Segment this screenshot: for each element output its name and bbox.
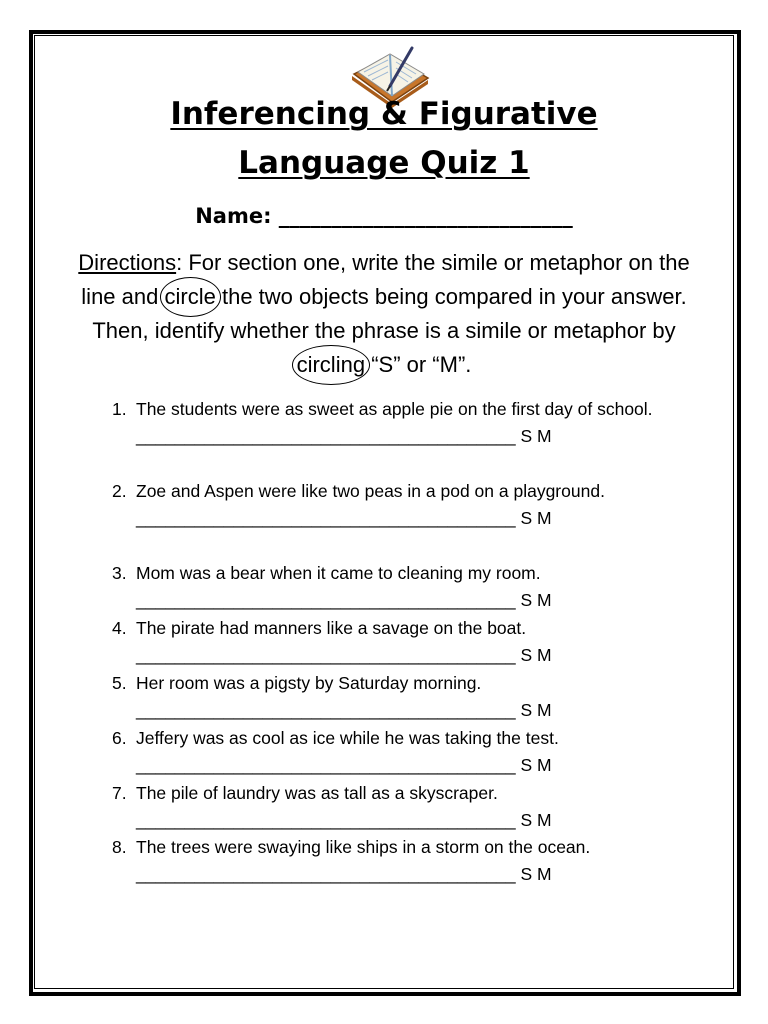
circled-word-circling: circling <box>297 348 365 382</box>
answer-blank[interactable]: _______________________________________ <box>136 700 516 720</box>
answer-row[interactable] <box>112 587 672 614</box>
question-text: The trees were swaying like ships in a storm on the ocean. <box>136 837 591 857</box>
simile-metaphor-choices[interactable]: S M <box>520 590 552 610</box>
answer-row[interactable] <box>112 642 672 669</box>
name-field[interactable]: Name: ____________________________ <box>195 204 573 228</box>
directions-text-2: the two objects being compared in your answer. Then, identify whether the phrase is a simile or metaphor by <box>92 284 687 343</box>
page-title-line-1: Inferencing & Figurative <box>170 96 598 132</box>
answer-row[interactable] <box>112 752 672 779</box>
question-number: 5. <box>112 673 127 693</box>
answer-row[interactable] <box>112 505 672 532</box>
question-text: The students were as sweet as apple pie on the first day of school. <box>136 399 653 419</box>
simile-metaphor-choices[interactable]: S M <box>520 755 552 775</box>
question-text: The pirate had manners like a savage on the boat. <box>136 618 527 638</box>
answer-blank[interactable]: _______________________________________ <box>136 590 516 610</box>
question-item <box>112 834 672 888</box>
question-number: 8. <box>112 837 127 857</box>
question-item <box>112 670 672 724</box>
simile-metaphor-choices[interactable]: S M <box>520 426 552 446</box>
question-text: Jeffery was as cool as ice while he was taking the test. <box>136 728 559 748</box>
answer-blank[interactable]: _______________________________________ <box>136 755 516 775</box>
question-number: 2. <box>112 481 127 501</box>
circled-word-circle: circle <box>165 280 216 314</box>
directions-text-1: : For section one, write the simile or metaphor on the line and <box>81 250 690 309</box>
answer-blank[interactable]: _______________________________________ <box>136 645 516 665</box>
answer-row[interactable] <box>112 807 672 834</box>
question-item <box>112 725 672 779</box>
directions-text-3: “S” or “M”. <box>371 352 472 377</box>
question-item <box>112 615 672 669</box>
answer-row[interactable] <box>112 697 672 724</box>
question-number: 6. <box>112 728 127 748</box>
answer-blank[interactable]: _______________________________________ <box>136 810 516 830</box>
directions-paragraph <box>70 246 698 382</box>
question-item <box>112 780 672 834</box>
simile-metaphor-choices[interactable]: S M <box>520 645 552 665</box>
question-item <box>112 560 672 614</box>
question-text: The pile of laundry was as tall as a skyscraper. <box>136 783 498 803</box>
simile-metaphor-choices[interactable]: S M <box>520 700 552 720</box>
question-number: 7. <box>112 783 127 803</box>
simile-metaphor-choices[interactable]: S M <box>520 810 552 830</box>
answer-blank[interactable]: _______________________________________ <box>136 508 516 528</box>
question-text: Her room was a pigsty by Saturday morning. <box>136 673 482 693</box>
question-item <box>112 478 672 532</box>
question-number: 4. <box>112 618 127 638</box>
question-text: Mom was a bear when it came to cleaning my room. <box>136 563 541 583</box>
directions-label: Directions <box>78 250 177 275</box>
question-item <box>112 396 672 450</box>
answer-blank[interactable]: _______________________________________ <box>136 864 516 884</box>
answer-row[interactable] <box>112 861 672 888</box>
question-text: Zoe and Aspen were like two peas in a pod on a playground. <box>136 481 605 501</box>
page-title-line-2: Language Quiz 1 <box>238 145 530 181</box>
question-number: 3. <box>112 563 127 583</box>
simile-metaphor-choices[interactable]: S M <box>520 508 552 528</box>
answer-blank[interactable]: _______________________________________ <box>136 426 516 446</box>
simile-metaphor-choices[interactable]: S M <box>520 864 552 884</box>
answer-row[interactable] <box>112 423 672 450</box>
question-number: 1. <box>112 399 127 419</box>
